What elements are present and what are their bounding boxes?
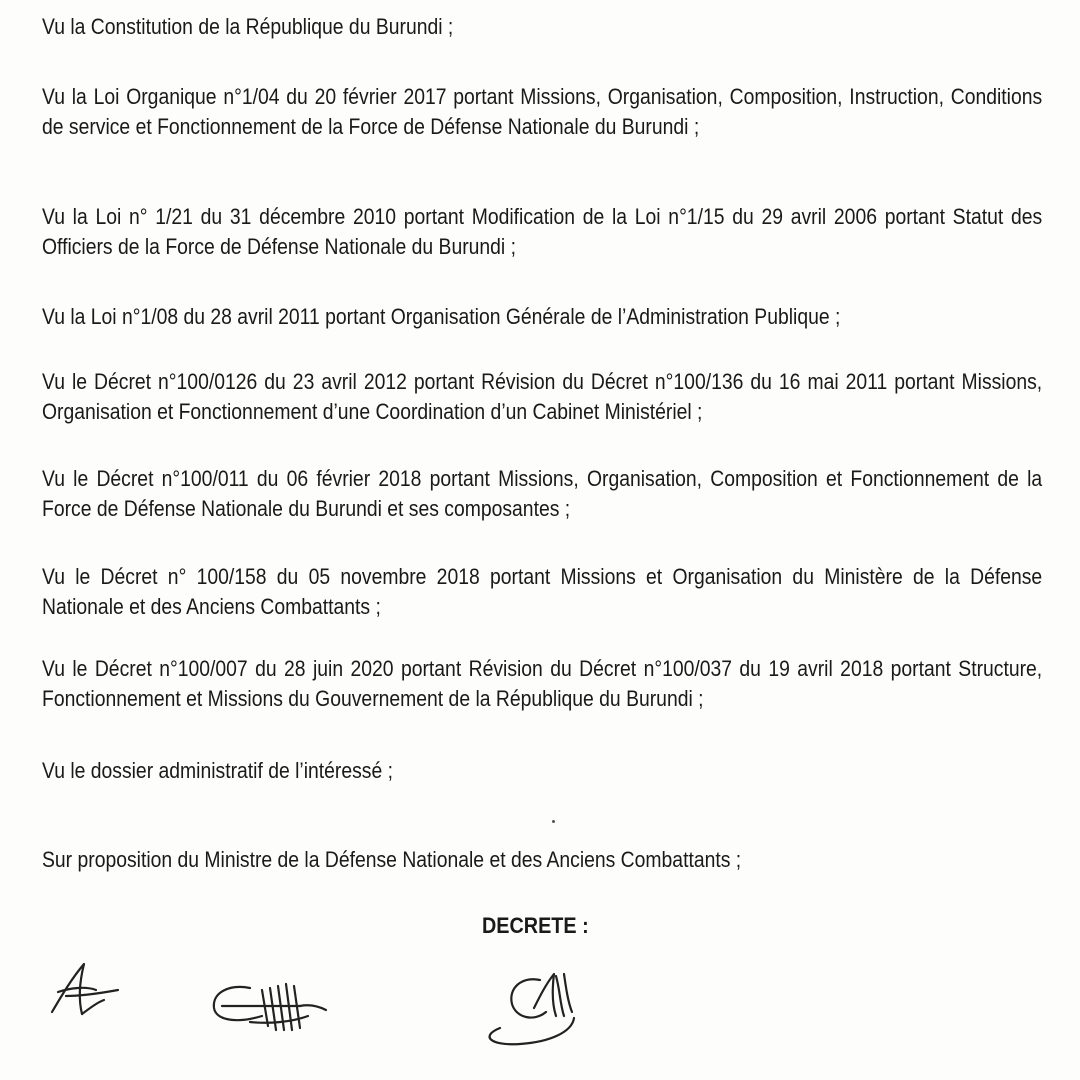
recital-constitution: Vu la Constitution de la République du Burundi ; (42, 14, 454, 39)
recital-loi-organique: Vu la Loi Organique n°1/04 du 20 février 2017 portant Missions, Organisation, Composition, Instruction, Conditions de service et Fonctionnement de la Force de Défense Nationale du Burundi ; (42, 84, 1043, 139)
second-signature (214, 984, 326, 1030)
initial-signature (52, 964, 118, 1014)
scan-speck (552, 820, 555, 823)
signatures-area (0, 950, 1080, 1080)
decree-title: DECRETE : (482, 913, 589, 938)
recital-decret-cabinet: Vu le Décret n°100/0126 du 23 avril 2012 portant Révision du Décret n°100/136 du 16 mai 2011 portant Missions, Organisation et Fonctionnement d’une Coordination d’un Cabinet Ministériel ; (42, 369, 1043, 424)
recital-decret-gouvernement: Vu le Décret n°100/007 du 28 juin 2020 portant Révision du Décret n°100/037 du 19 avril 2018 portant Structure, Fonctionnement et Missions du Gouvernement de la République du Burundi ; (42, 656, 1043, 711)
recital-decret-ministere: Vu le Décret n° 100/158 du 05 novembre 2018 portant Missions et Organisation du Ministère de la Défense Nationale et des Anciens Combattants ; (42, 564, 1043, 619)
proposal-line: Sur proposition du Ministre de la Défense Nationale et des Anciens Combattants ; (42, 847, 742, 872)
recital-loi-statut-officiers: Vu la Loi n° 1/21 du 31 décembre 2010 portant Modification de la Loi n°1/15 du 29 avril 2006 portant Statut des Officiers de la Force de Défense Nationale du Burundi ; (42, 204, 1043, 259)
recital-dossier: Vu le dossier administratif de l’intéressé ; (42, 758, 393, 783)
third-signature (490, 974, 574, 1044)
recital-decret-fdn: Vu le Décret n°100/011 du 06 février 2018 portant Missions, Organisation, Composition et Fonctionnement de la Force de Défense Nationale du Burundi et ses composantes ; (42, 466, 1043, 521)
recital-loi-administration: Vu la Loi n°1/08 du 28 avril 2011 portant Organisation Générale de l’Administration Publique ; (42, 304, 841, 329)
